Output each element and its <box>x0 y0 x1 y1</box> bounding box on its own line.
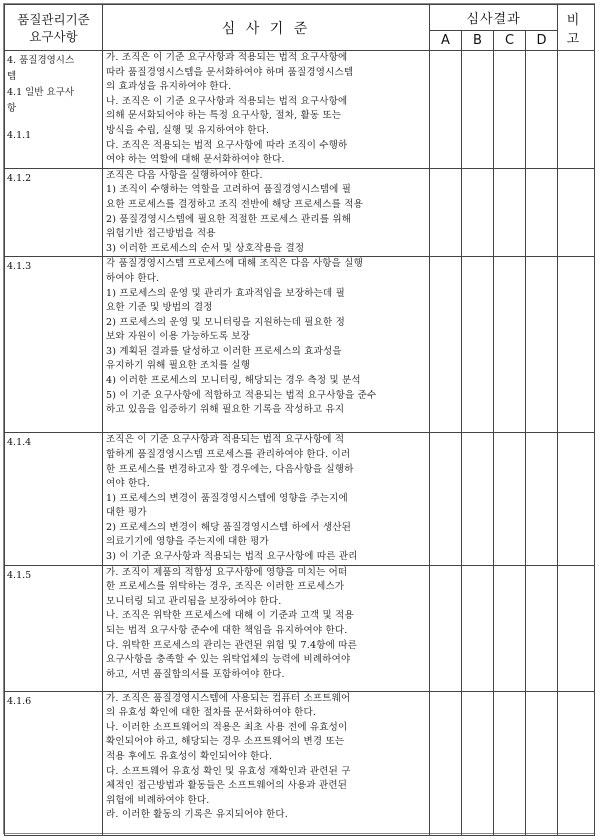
remarks-cell[interactable] <box>558 168 595 257</box>
result-cell-c[interactable] <box>494 257 526 433</box>
result-cell-a[interactable] <box>430 565 462 691</box>
requirement-cell <box>5 433 103 565</box>
criteria-line: 다. 소프트웨어 유효성 확인 및 유효성 재확인과 관련된 구 <box>106 765 351 777</box>
result-cell-d[interactable] <box>526 168 558 257</box>
header-remarks: 비 고 <box>558 5 595 51</box>
result-cell-b[interactable] <box>462 168 494 257</box>
criteria-line: 의해 문서화되어야 하는 특정 요구사항, 절차, 활동 또는 <box>106 110 342 122</box>
criteria-line: 3) 계획된 결과를 달성하고 이러한 프로세스의 효과성을 <box>106 345 342 357</box>
criteria-cell <box>103 565 430 691</box>
requirement-line: 4.1.2 <box>7 172 32 184</box>
criteria-line: 나. 이러한 소프트웨어의 적용은 최초 사용 전에 유효성이 <box>106 721 348 733</box>
criteria-line: 보와 자원이 이용 가능하도록 보장 <box>106 331 251 343</box>
result-cell-c[interactable] <box>494 565 526 691</box>
requirement-line: 4.1.3 <box>7 261 32 273</box>
criteria-line: 위험에 비례하여야 한다. <box>106 794 210 806</box>
result-cell-b[interactable] <box>462 257 494 433</box>
requirement-cell <box>5 565 103 691</box>
result-cell-c[interactable] <box>494 691 526 835</box>
criteria-line: 의 효과성을 유지하여야 한다. <box>106 81 232 93</box>
result-cell-d[interactable] <box>526 565 558 691</box>
header-col-a: A <box>430 31 462 51</box>
result-cell-a[interactable] <box>430 257 462 433</box>
criteria-line: 따라 품질경영시스템을 문서화하여야 하며 품질경영시스템 <box>106 66 354 78</box>
requirement-line: 4.1.1 <box>7 130 32 141</box>
header-col-d: D <box>526 31 558 51</box>
criteria-line: 다. 조직은 적용되는 법적 요구사항에 따라 조직이 수행하 <box>106 139 348 151</box>
criteria-line: 여야 하는 역할에 대해 문서화하여야 한다. <box>106 154 285 166</box>
result-cell-a[interactable] <box>430 433 462 565</box>
table-row <box>5 51 595 169</box>
criteria-line: 라. 이러한 활동의 기록은 유지되어야 한다. <box>106 809 288 821</box>
criteria-cell <box>103 257 430 433</box>
result-cell-d[interactable] <box>526 51 558 169</box>
criteria-cell <box>103 51 430 169</box>
remarks-cell[interactable] <box>558 433 595 565</box>
criteria-line: 각 품질경영시스템 프로세스에 대해 조직은 다음 사항을 실행 <box>106 258 363 270</box>
result-cell-d[interactable] <box>526 257 558 433</box>
criteria-line: 4) 이러한 프로세스의 모니터링, 해당되는 경우 측정 및 분석 <box>106 375 361 387</box>
criteria-line: 의료기기에 영향을 주는지에 대한 평가 <box>106 536 269 548</box>
result-cell-b[interactable] <box>462 433 494 565</box>
criteria-line: 3) 이 기준 요구사항과 적용되는 법적 요구사항에 따른 관리 <box>106 551 358 563</box>
requirement-line <box>7 117 100 128</box>
result-cell-b[interactable] <box>462 565 494 691</box>
result-cell-a[interactable] <box>430 168 462 257</box>
table-row <box>5 257 595 433</box>
criteria-line: 체적인 접근방법과 활동들은 소프트웨어의 사용과 관련된 <box>106 780 348 792</box>
result-cell-c[interactable] <box>494 433 526 565</box>
criteria-line: 요한 기준 및 방법의 결정 <box>106 302 213 314</box>
criteria-line: 요한 프로세스를 결정하고 조직 전반에 해당 프로세스를 적용 <box>106 198 363 210</box>
audit-criteria-table <box>4 4 595 836</box>
criteria-line: 나. 조직은 이 기준 요구사항과 적용되는 법적 요구사항에 <box>106 95 348 107</box>
criteria-line: 한 프로세스를 위탁하는 경우, 조직은 이러한 프로세스가 <box>106 581 345 593</box>
criteria-line: 적용 후에도 유효성이 확인되어야 한다. <box>106 751 273 763</box>
criteria-line: 1) 프로세스의 운영 및 관리가 효과적임을 보장하는데 필 <box>106 287 345 299</box>
criteria-line: 3) 이러한 프로세스의 순서 및 상호작용을 결정 <box>106 242 305 254</box>
criteria-cell <box>103 168 430 257</box>
criteria-line: 2) 품질경영시스템에 필요한 적절한 프로세스 관리를 위해 <box>106 213 352 225</box>
remarks-cell[interactable] <box>558 51 595 169</box>
requirement-cell <box>5 691 103 835</box>
requirement-line: 4.1.6 <box>7 695 32 707</box>
requirement-line: 항 <box>7 103 17 114</box>
criteria-line: 되는 법적 요구사항 준수에 대한 책임을 유지하여야 한다. <box>106 625 348 637</box>
header-audit-result: 심사결과 <box>430 5 558 31</box>
result-cell-d[interactable] <box>526 691 558 835</box>
criteria-line: 가. 조직이 제품의 적합성 요구사항에 영향을 미치는 어떠 <box>106 566 348 578</box>
table-row <box>5 565 595 691</box>
result-cell-d[interactable] <box>526 433 558 565</box>
header-col-b: B <box>462 31 494 51</box>
criteria-line: 1) 조직이 수행하는 역할을 고려하여 품질경영시스템에 필 <box>106 184 352 196</box>
requirement-line: 4. 품질경영시스 <box>7 55 75 66</box>
criteria-line: 하고, 서면 품질합의서를 포함하여야 한다. <box>106 668 285 680</box>
criteria-line: 여야 한다. <box>106 478 150 490</box>
criteria-line: 조직은 이 기준 요구사항과 적용되는 법적 요구사항에 적 <box>106 434 345 446</box>
criteria-line: 가. 조직은 품질경영시스템에 사용되는 컴퓨터 소프트웨어 <box>106 692 351 704</box>
criteria-line: 가. 조직은 이 기준 요구사항과 적용되는 법적 요구사항에 <box>106 52 348 63</box>
table-row <box>5 433 595 565</box>
criteria-cell <box>103 433 430 565</box>
result-cell-a[interactable] <box>430 691 462 835</box>
criteria-line: 조직은 다음 사항을 실행하여야 한다. <box>106 169 263 181</box>
header-criteria: 심 사 기 준 <box>103 5 430 51</box>
table-row <box>5 691 595 835</box>
requirement-line: 4.1 일반 요구사 <box>7 87 75 98</box>
result-cell-b[interactable] <box>462 691 494 835</box>
criteria-line: 하여야 한다. <box>106 272 160 284</box>
requirement-cell <box>5 168 103 257</box>
header-col-c: C <box>494 31 526 51</box>
criteria-line: 요구사항을 충족할 수 있는 위탁업체의 능력에 비례하여야 <box>106 654 351 666</box>
criteria-line: 한 프로세스를 변경하고자 할 경우에는, 다음사항을 실행하 <box>106 463 354 475</box>
result-cell-b[interactable] <box>462 51 494 169</box>
criteria-line: 1) 프로세스의 변경이 품질경영시스템에 영향을 주는지에 <box>106 492 348 504</box>
requirement-cell <box>5 51 103 169</box>
criteria-line: 2) 프로세스의 운영 및 모니터링을 지원하는데 필요한 정 <box>106 316 345 328</box>
header-requirement: 품질관리기준 요구사항 <box>5 5 103 51</box>
criteria-line: 의 유효성 확인에 대한 절차를 문서화하여야 한다. <box>106 707 317 719</box>
criteria-line: 방식을 수립, 실행 및 유지하여야 한다. <box>106 124 270 136</box>
criteria-line: 대한 평가 <box>106 507 147 519</box>
criteria-line: 다. 위탁한 프로세스의 관리는 관련된 위험 및 7.4항에 따른 <box>106 639 357 651</box>
criteria-line: 나. 조직은 위탁한 프로세스에 대해 이 기준과 고객 및 적용 <box>106 610 354 622</box>
requirement-line: 4.1.5 <box>7 569 32 581</box>
table-row <box>5 168 595 257</box>
criteria-line: 모니터링 되고 관리됨을 보장하여야 한다. <box>106 595 282 607</box>
result-cell-a[interactable] <box>430 51 462 169</box>
requirement-cell <box>5 257 103 433</box>
criteria-cell <box>103 691 430 835</box>
remarks-cell[interactable] <box>558 691 595 835</box>
result-cell-c[interactable] <box>494 51 526 169</box>
remarks-cell[interactable] <box>558 565 595 691</box>
result-cell-c[interactable] <box>494 168 526 257</box>
remarks-cell[interactable] <box>558 257 595 433</box>
criteria-line: 합하게 품질경영시스템 프로세스를 관리하여야 한다. 이러 <box>106 448 351 460</box>
criteria-line: 5) 이 기준 요구사항에 적합하고 적용되는 법적 요구사항을 준수 <box>106 389 377 401</box>
requirement-line: 템 <box>7 71 17 82</box>
criteria-line: 하고 있음을 입증하기 위해 필요한 기록을 작성하고 유지 <box>106 404 345 416</box>
criteria-line: 유지하기 위해 필요한 조치를 실행 <box>106 360 251 372</box>
requirement-line: 4.1.4 <box>7 437 32 449</box>
criteria-line: 확인되어야 하고, 해당되는 경우 소프트웨어의 변경 또는 <box>106 736 345 748</box>
criteria-line: 위험기반 접근방법을 적용 <box>106 228 216 240</box>
criteria-line: 2) 프로세스의 변경이 해당 품질경영시스템 하에서 생산된 <box>106 521 352 533</box>
